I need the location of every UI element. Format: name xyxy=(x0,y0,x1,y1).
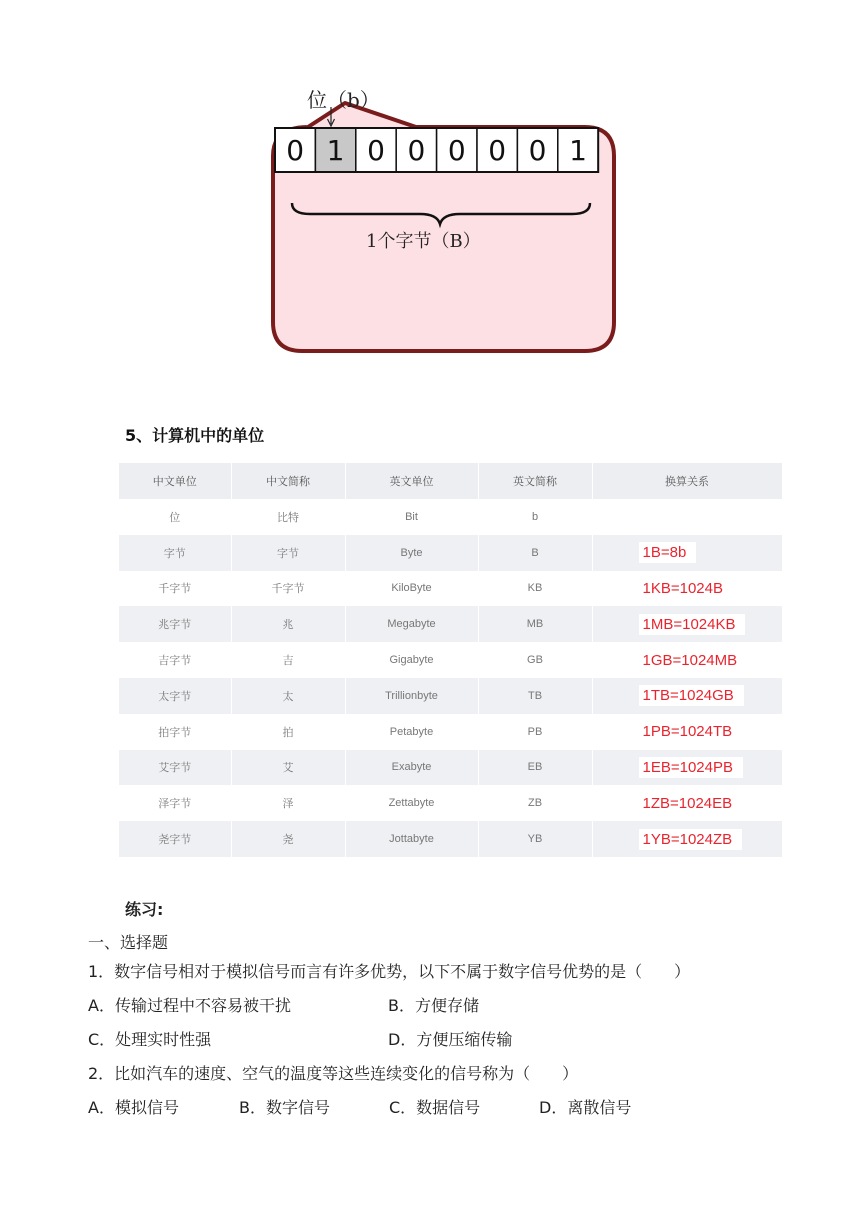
conversion-text: 1B=8b xyxy=(639,542,697,563)
conversion-text: 1MB=1024KB xyxy=(639,614,746,635)
question-1-option-c: C．处理实时性强 xyxy=(88,1030,212,1049)
units-table xyxy=(119,463,783,857)
table-row xyxy=(119,606,782,642)
header-conversion: 换算关系 xyxy=(592,463,782,499)
table-row xyxy=(119,750,782,786)
practice-title: 练习: xyxy=(125,900,164,919)
cell-en-short: MB xyxy=(478,606,592,642)
table-row xyxy=(119,535,782,571)
cell-conversion xyxy=(592,785,782,821)
conversion-text: 1ZB=1024EB xyxy=(639,793,743,814)
cell-en-unit: Byte xyxy=(345,535,478,571)
cell-conversion xyxy=(592,571,782,607)
question-section-heading: 一、选择题 xyxy=(88,933,169,952)
cell-conversion xyxy=(592,499,782,535)
byte-label: 1个字节（B） xyxy=(366,231,481,252)
question-1-option-a: A．传输过程中不容易被干扰 xyxy=(88,996,291,1015)
cell-cn-unit: 吉字节 xyxy=(119,642,231,678)
conversion-text: 1PB=1024TB xyxy=(639,721,743,742)
header-cn-short: 中文简称 xyxy=(231,463,345,499)
cell-en-unit: KiloByte xyxy=(345,571,478,607)
cell-conversion xyxy=(592,642,782,678)
cell-conversion xyxy=(592,535,782,571)
cell-en-short: YB xyxy=(478,821,592,857)
question-2-option-b: B．数字信号 xyxy=(239,1098,330,1117)
cell-cn-unit: 艾字节 xyxy=(119,750,231,786)
question-2-option-d: D．离散信号 xyxy=(539,1098,632,1117)
table-row xyxy=(119,499,782,535)
cell-en-unit: Exabyte xyxy=(345,750,478,786)
question-2-option-a: A．模拟信号 xyxy=(88,1098,179,1117)
bit-value: 0 xyxy=(367,134,385,167)
bit-label: 位（b） xyxy=(307,88,380,112)
cell-cn-unit: 字节 xyxy=(119,535,231,571)
conversion-text: 1TB=1024GB xyxy=(639,685,744,706)
cell-conversion xyxy=(592,750,782,786)
cell-conversion xyxy=(592,678,782,714)
cell-cn-short: 太 xyxy=(231,678,345,714)
cell-en-short: b xyxy=(478,499,592,535)
cell-cn-unit: 位 xyxy=(119,499,231,535)
conversion-text: 1YB=1024ZB xyxy=(639,829,743,850)
bit-value: 1 xyxy=(569,134,587,167)
cell-cn-short: 兆 xyxy=(231,606,345,642)
cell-cn-unit: 千字节 xyxy=(119,571,231,607)
bit-value: 0 xyxy=(528,134,547,167)
cell-cn-unit: 兆字节 xyxy=(119,606,231,642)
cell-en-short: PB xyxy=(478,714,592,750)
table-row xyxy=(119,642,782,678)
header-en-unit: 英文单位 xyxy=(345,463,478,499)
cell-en-short: B xyxy=(478,535,592,571)
cell-cn-short: 艾 xyxy=(231,750,345,786)
cell-en-short: EB xyxy=(478,750,592,786)
cell-en-unit: Trillionbyte xyxy=(345,678,478,714)
section-title: 5、计算机中的单位 xyxy=(125,426,265,445)
cell-cn-short: 千字节 xyxy=(231,571,345,607)
conversion-text: 1KB=1024B xyxy=(639,578,734,599)
cell-cn-short: 比特 xyxy=(231,499,345,535)
cell-en-short: TB xyxy=(478,678,592,714)
bit-cells xyxy=(275,128,598,172)
cell-cn-short: 吉 xyxy=(231,642,345,678)
question-1-option-b: B．方便存储 xyxy=(388,996,479,1015)
bit-value: 0 xyxy=(447,134,466,167)
cell-cn-short: 尧 xyxy=(231,821,345,857)
cell-en-short: KB xyxy=(478,571,592,607)
cell-en-unit: Jottabyte xyxy=(345,821,478,857)
cell-en-unit: Zettabyte xyxy=(345,785,478,821)
cell-cn-unit: 太字节 xyxy=(119,678,231,714)
cell-en-unit: Megabyte xyxy=(345,606,478,642)
cell-en-unit: Bit xyxy=(345,499,478,535)
cell-en-short: GB xyxy=(478,642,592,678)
cell-conversion xyxy=(592,714,782,750)
cell-cn-unit: 尧字节 xyxy=(119,821,231,857)
cell-en-short: ZB xyxy=(478,785,592,821)
table-row xyxy=(119,785,782,821)
conversion-text: 1EB=1024PB xyxy=(639,757,744,778)
bit-value: 0 xyxy=(286,134,305,167)
cell-cn-short: 拍 xyxy=(231,714,345,750)
conversion-text: 1GB=1024MB xyxy=(639,650,748,671)
question-2-option-c: C．数据信号 xyxy=(389,1098,481,1117)
cell-cn-unit: 泽字节 xyxy=(119,785,231,821)
bit-value: 0 xyxy=(488,134,507,167)
cell-en-unit: Gigabyte xyxy=(345,642,478,678)
cell-cn-unit: 拍字节 xyxy=(119,714,231,750)
table-row xyxy=(119,678,782,714)
cell-conversion xyxy=(592,821,782,857)
table-row xyxy=(119,571,782,607)
table-header-row xyxy=(119,463,782,499)
question-2-text: 2．比如汽车的速度、空气的温度等这些连续变化的信号称为（ ） xyxy=(88,1064,579,1083)
bit-value: 0 xyxy=(407,134,426,167)
header-cn-unit: 中文单位 xyxy=(119,463,231,499)
header-en-short: 英文简称 xyxy=(478,463,592,499)
question-1-text: 1．数字信号相对于模拟信号而言有许多优势，以下不属于数字信号优势的是（ ） xyxy=(88,962,691,981)
cell-en-unit: Petabyte xyxy=(345,714,478,750)
cell-cn-short: 字节 xyxy=(231,535,345,571)
cell-cn-short: 泽 xyxy=(231,785,345,821)
byte-diagram xyxy=(0,0,860,380)
table-row xyxy=(119,821,782,857)
question-1-option-d: D．方便压缩传输 xyxy=(388,1030,513,1049)
table-row xyxy=(119,714,782,750)
bit-value: 1 xyxy=(326,134,345,167)
cell-conversion xyxy=(592,606,782,642)
